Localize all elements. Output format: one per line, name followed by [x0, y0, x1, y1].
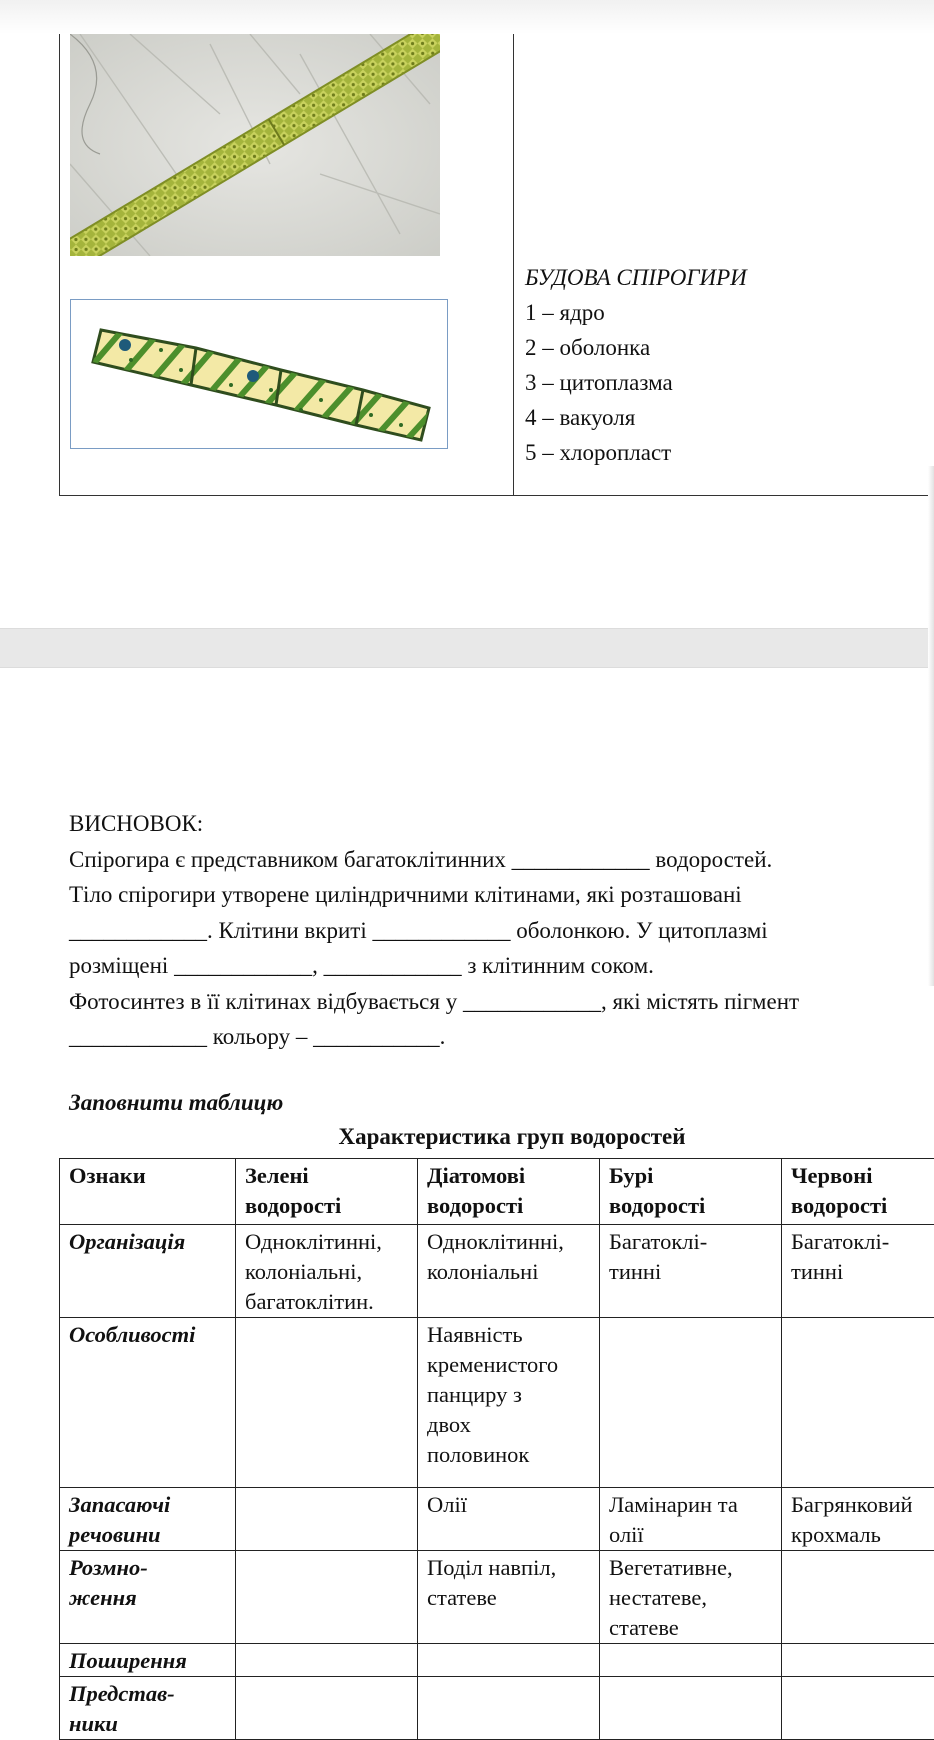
cell-text: Бурі [609, 1161, 772, 1191]
table-cell [600, 1318, 782, 1488]
conclusion-line: Тіло спірогири утворене циліндричними клітинами, які розташовані [69, 877, 929, 913]
cell-text: речовини [69, 1520, 226, 1550]
row-header [60, 1318, 236, 1488]
part-label: 1 – ядро [525, 295, 747, 330]
cell-text: Одноклітинні, [245, 1227, 408, 1257]
cell-text: статеве [427, 1583, 590, 1613]
table-cell [418, 1318, 600, 1488]
column-header [236, 1159, 418, 1225]
cell-text: Одноклітинні, [427, 1227, 590, 1257]
table-title: Характеристика груп водоростей [0, 1124, 934, 1150]
cell-text: кременистого [427, 1350, 590, 1380]
conclusion-heading: ВИСНОВОК: [69, 806, 929, 842]
spirogyra-caption [525, 260, 747, 470]
cell-text: ники [69, 1709, 226, 1739]
table-cell [418, 1644, 600, 1677]
table-cell [782, 1644, 934, 1677]
row-header [60, 1677, 236, 1740]
cell-text: водорості [791, 1191, 934, 1221]
table-cell [418, 1225, 600, 1318]
cell-text: колоніальні, [245, 1257, 408, 1287]
column-header [782, 1159, 934, 1225]
table-cell [600, 1225, 782, 1318]
cell-text: статеве [609, 1613, 772, 1643]
table-cell [236, 1551, 418, 1644]
cell-text: Ознаки [69, 1161, 226, 1191]
conclusion-line: Фотосинтез в її клітинах відбувається у ____________, які містять пігмент [69, 984, 929, 1020]
cell-text: Багатоклі- [609, 1227, 772, 1257]
top-shadow [0, 0, 934, 34]
table-cell [782, 1677, 934, 1740]
algae-groups-table [59, 1158, 934, 1740]
table-cell [600, 1551, 782, 1644]
table-cell [418, 1677, 600, 1740]
conclusion-line: Спірогира є представником багатоклітинних ____________ водоростей. [69, 842, 929, 878]
table-row [60, 1488, 934, 1551]
cell-text: багатоклітин. [245, 1287, 408, 1317]
table-cell [782, 1225, 934, 1318]
cell-text: Вегетативне, [609, 1553, 772, 1583]
column-header [418, 1159, 600, 1225]
cell-text: Багатоклі- [791, 1227, 934, 1257]
table-cell [236, 1225, 418, 1318]
table-divider [513, 34, 514, 495]
table-cell [600, 1677, 782, 1740]
part-label: 3 – цитоплазма [525, 365, 747, 400]
table-cell [600, 1644, 782, 1677]
cell-text: Діатомові [427, 1161, 590, 1191]
table-row [60, 1677, 934, 1740]
row-header [60, 1488, 236, 1551]
cell-text: Організація [69, 1227, 226, 1257]
cell-text: водорості [609, 1191, 772, 1221]
table-cell [236, 1677, 418, 1740]
cell-text: нестатеве, [609, 1583, 772, 1613]
cell-text: панциру з [427, 1380, 590, 1410]
table-row [60, 1225, 934, 1318]
table-cell [236, 1644, 418, 1677]
table-cell [236, 1488, 418, 1551]
cell-text: половинок [427, 1440, 590, 1470]
cell-text: Червоні [791, 1161, 934, 1191]
table-row [60, 1551, 934, 1644]
cell-text: Ламінарин та [609, 1490, 772, 1520]
table-cell [418, 1551, 600, 1644]
cell-text: Розмно- [69, 1553, 226, 1583]
table-cell [782, 1551, 934, 1644]
cell-text: водорості [245, 1191, 408, 1221]
microscope-photo-illustration [70, 34, 440, 256]
part-label: 2 – оболонка [525, 330, 747, 365]
column-header [600, 1159, 782, 1225]
cell-text: тинні [609, 1257, 772, 1287]
cell-text: Представ- [69, 1679, 226, 1709]
spirogyra-cell-drawing [70, 299, 448, 449]
table-header-row [60, 1159, 934, 1225]
cell-text: Запасаючі [69, 1490, 226, 1520]
column-header [60, 1159, 236, 1225]
table-cell [236, 1318, 418, 1488]
conclusion-block [69, 806, 929, 1055]
part-label: 4 – вакуоля [525, 400, 747, 435]
spirogyra-structure-table [59, 34, 934, 496]
cell-drawing-illustration [71, 300, 447, 448]
task-label: Заповнити таблицю [69, 1090, 283, 1116]
conclusion-line: ____________. Клітини вкриті ____________ оболонкою. У цитоплазмі [69, 913, 929, 949]
cell-text: Наявність [427, 1320, 590, 1350]
part-label: 5 – хлоропласт [525, 435, 747, 470]
table-cell [782, 1488, 934, 1551]
cell-text: Поділ навпіл, [427, 1553, 590, 1583]
table-cell [418, 1488, 600, 1551]
cell-text: Олії [427, 1490, 590, 1520]
cell-text: Багрянковий [791, 1490, 934, 1520]
cell-text: ження [69, 1583, 226, 1613]
cell-text: тинні [791, 1257, 934, 1287]
page-break [0, 628, 934, 668]
cell-text: двох [427, 1410, 590, 1440]
caption-title: БУДОВА СПІРОГИРИ [525, 260, 747, 295]
row-header [60, 1551, 236, 1644]
cell-text: крохмаль [791, 1520, 934, 1550]
table-cell [782, 1318, 934, 1488]
table-row [60, 1644, 934, 1677]
row-header [60, 1225, 236, 1318]
cell-text: Зелені [245, 1161, 408, 1191]
conclusion-line: розміщені ____________, ____________ з клітинним соком. [69, 948, 929, 984]
conclusion-line: ____________ кольору – ___________. [69, 1019, 929, 1055]
row-header [60, 1644, 236, 1677]
spirogyra-microscope-photo [70, 34, 440, 256]
cell-text: олії [609, 1520, 772, 1550]
table-row [60, 1318, 934, 1488]
cell-text: колоніальні [427, 1257, 590, 1287]
table-cell [600, 1488, 782, 1551]
cell-text: Поширення [69, 1646, 226, 1676]
cell-text: Особливості [69, 1320, 226, 1350]
cell-text: водорості [427, 1191, 590, 1221]
